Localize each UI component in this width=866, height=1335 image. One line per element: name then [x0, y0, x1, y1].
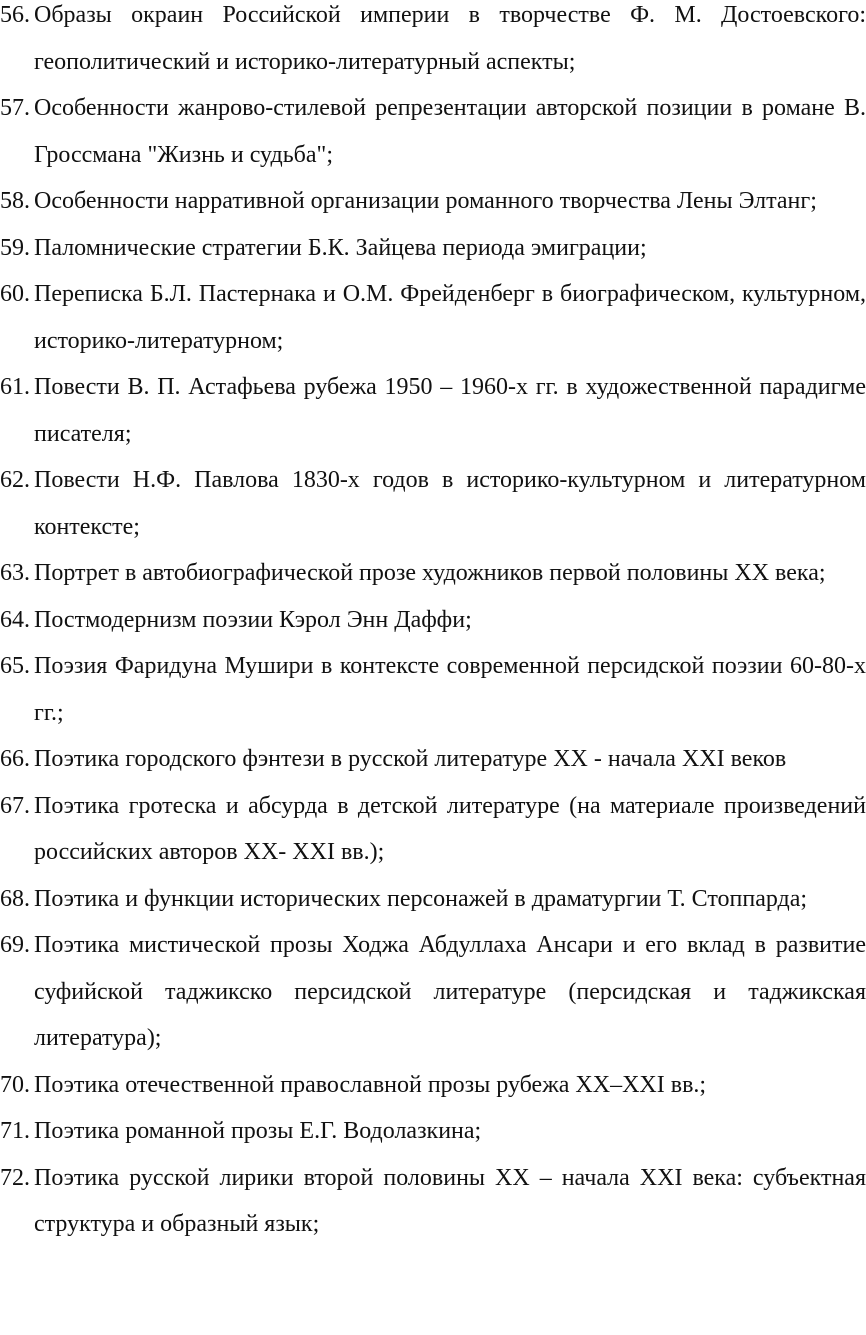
list-item [0, 643, 866, 736]
item-number: 72. [0, 1164, 30, 1191]
item-text: Поэтика романной прозы Е.Г. Водолазкина; [34, 1118, 482, 1144]
list-item [0, 178, 866, 225]
item-number: 67. [0, 792, 30, 819]
item-number: 65. [0, 653, 30, 679]
list-item [0, 85, 866, 178]
item-number: 62. [0, 467, 30, 493]
item-text: Поэтика мистической прозы Ходжа Абдуллаха Ансари и его вклад в развитие суфийской таджикско персидской литературе (персидская и таджикская литература); [34, 932, 866, 1051]
item-number: 68. [0, 885, 30, 912]
item-number: 61. [0, 374, 30, 400]
list-item [0, 597, 866, 644]
item-text: Особенности жанрово-стилевой репрезентации авторской позиции в романе В. Гроссмана "Жизнь и судьба"; [34, 95, 866, 168]
item-number: 64. [0, 606, 30, 633]
list-item [0, 783, 866, 876]
item-text: Поэтика городского фэнтези в русской литературе XX - начала XXI веков [34, 746, 787, 772]
item-number: 58. [0, 188, 30, 214]
list-item [0, 364, 866, 457]
list-item [0, 225, 866, 272]
item-text: Поэтика русской лирики второй половины XX – начала XXI века: субъектная структура и образный язык; [34, 1164, 866, 1237]
list-item [0, 1062, 866, 1109]
item-text: Повести Н.Ф. Павлова 1830-х годов в историко-культурном и литературном контексте; [34, 467, 866, 540]
item-text: Образы окраин Российской империи в творчестве Ф. М. Достоевского: геополитический и историко-литературный аспекты; [34, 2, 866, 75]
item-text: Поэтика отечественной православной прозы рубежа XX–XXI вв.; [34, 1071, 707, 1098]
list-item [0, 922, 866, 1062]
item-text: Поэзия Фаридуна Мушири в контексте современной персидской поэзии 60-80-х гг.; [34, 653, 866, 726]
item-text: Переписка Б.Л. Пастернака и О.М. Фрейденберг в биографическом, культурном, историко-литературном; [34, 281, 866, 354]
item-number: 59. [0, 234, 30, 261]
item-text: Повести В. П. Астафьева рубежа 1950 – 1960-х гг. в художественной парадигме писателя; [34, 374, 866, 447]
item-text: Поэтика гротеска и абсурда в детской литературе (на материале произведений российских авторов XX- XXI вв.); [34, 792, 866, 865]
list-item [0, 0, 866, 85]
item-number: 60. [0, 281, 30, 307]
item-text: Поэтика и функции исторических персонажей в драматургии Т. Стоппарда; [34, 885, 808, 912]
item-number: 71. [0, 1118, 30, 1144]
item-number: 70. [0, 1071, 30, 1098]
item-number: 66. [0, 746, 30, 772]
item-number: 63. [0, 560, 30, 586]
item-text: Паломнические стратегии Б.К. Зайцева периода эмиграции; [34, 234, 647, 261]
item-number: 57. [0, 95, 30, 121]
list-item [0, 876, 866, 923]
list-item [0, 1155, 866, 1248]
list-item [0, 457, 866, 550]
item-number: 69. [0, 932, 30, 958]
list-item [0, 550, 866, 597]
list-item [0, 736, 866, 783]
item-number: 56. [0, 2, 30, 28]
item-text: Постмодернизм поэзии Кэрол Энн Даффи; [34, 606, 472, 633]
list-item [0, 271, 866, 364]
item-text: Особенности нарративной организации романного творчества Лены Элтанг; [34, 188, 817, 214]
item-text: Портрет в автобиографической прозе художников первой половины XX века; [34, 560, 826, 586]
list-item [0, 1108, 866, 1155]
